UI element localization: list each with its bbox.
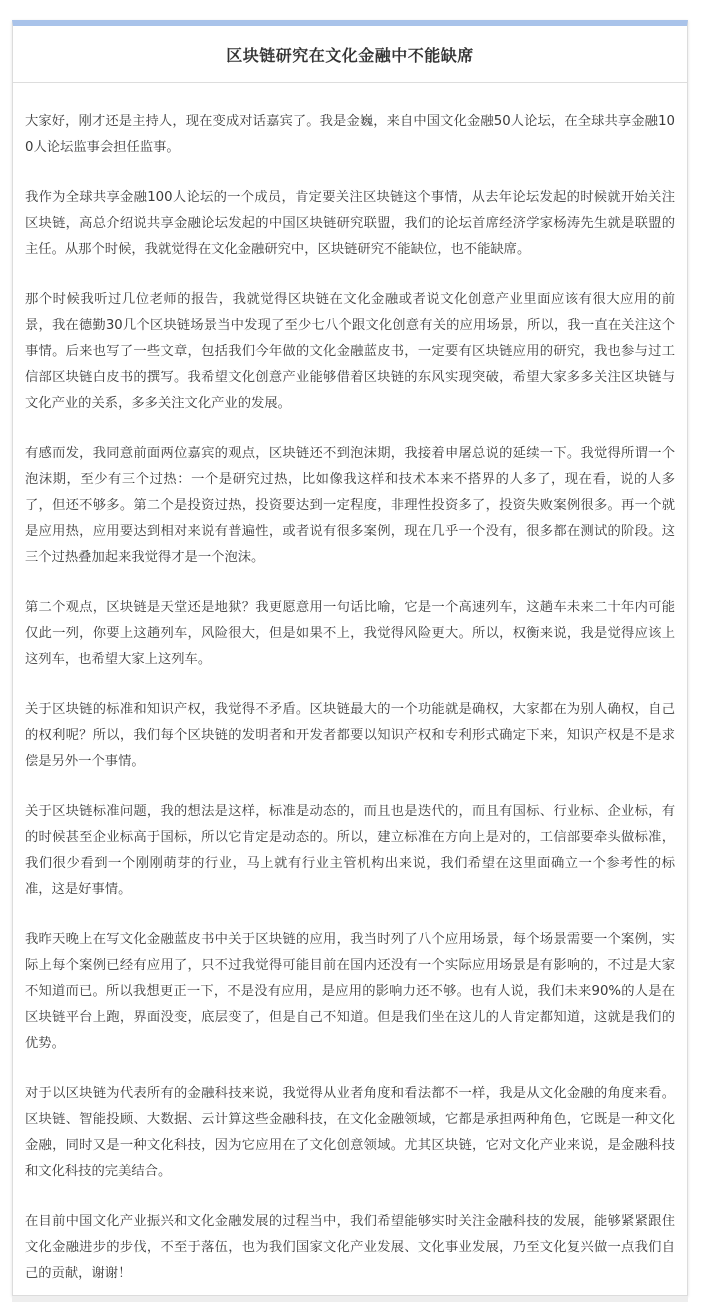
paragraph-2: 我作为全球共享金融100人论坛的一个成员，肯定要关注区块链这个事情，从去年论坛发起的时候就开始关注区块链，高总介绍说共享金融论坛发起的中国区块链研究联盟，我们的论坛首席经济学家杨涛先生就是联盟的主任。从那个时候，我就觉得在文化金融研究中，区块链研究不能缺位，也不能缺席。 [25, 190, 675, 257]
card-bottom-shadow [12, 1296, 688, 1302]
paragraph-10: 在目前中国文化产业振兴和文化金融发展的过程当中，我们希望能够实时关注金融科技的发展，能够紧紧跟住文化金融进步的步伐，不至于落伍，也为我们国家文化产业发展、文化事业发展，乃至文化复兴做一点我们自己的贡献，谢谢！ [25, 1214, 675, 1281]
title-bar [13, 26, 687, 83]
paragraph-8: 我昨天晚上在写文化金融蓝皮书中关于区块链的应用，我当时列了八个应用场景，每个场景需要一个案例，实际上每个案例已经有应用了，只不过我觉得可能目前在国内还没有一个实际应用场景是有影响的，不过是大家不知道而已。所以我想更正一下，不是没有应用，是应用的影响力还不够。也有人说，我们未来90%的人是在区块链平台上跑，界面没变，底层变了，但是自己不知道。但是我们坐在这儿的人肯定都知道，这就是我们的优势。 [25, 932, 675, 1051]
article-body [13, 83, 687, 1287]
paragraph-6: 关于区块链的标准和知识产权，我觉得不矛盾。区块链最大的一个功能就是确权，大家都在为别人确权，自己的权利呢？所以，我们每个区块链的发明者和开发者都要以知识产权和专利形式确定下来，知识产权是不是求偿是另外一个事情。 [25, 702, 675, 769]
paragraph-5: 第二个观点，区块链是天堂还是地狱？我更愿意用一句话比喻，它是一个高速列车，这趟车未来二十年内可能仅此一列，你要上这趟列车，风险很大，但是如果不上，我觉得风险更大。所以，权衡来说，我是觉得应该上这列车，也希望大家上这列车。 [25, 600, 675, 667]
paragraph-1: 大家好，刚才还是主持人，现在变成对话嘉宾了。我是金巍，来自中国文化金融50人论坛，在全球共享金融100人论坛监事会担任监事。 [25, 114, 675, 155]
paragraph-7: 关于区块链标准问题，我的想法是这样，标准是动态的，而且也是迭代的，而且有国标、行业标、企业标，有的时候甚至企业标高于国标，所以它肯定是动态的。所以，建立标准在方向上是对的，工信部要牵头做标准，我们很少看到一个刚刚萌芽的行业，马上就有行业主管机构出来说，我们希望在这里面确立一个参考性的标准，这是好事情。 [25, 804, 675, 897]
paragraph-3: 那个时候我听过几位老师的报告，我就觉得区块链在文化金融或者说文化创意产业里面应该有很大应用的前景，我在德勤30几个区块链场景当中发现了至少七八个跟文化创意有关的应用场景，所以，我一直在关注这个事情。后来也写了一些文章，包括我们今年做的文化金融蓝皮书，一定要有区块链应用的研究，我也参与过工信部区块链白皮书的撰写。我希望文化创意产业能够借着区块链的东风实现突破，希望大家多多关注区块链与文化产业的关系，多多关注文化产业的发展。 [25, 292, 675, 411]
article-title: 区块链研究在文化金融中不能缺席 [226, 45, 474, 65]
article-card [12, 20, 688, 1296]
paragraph-4: 有感而发，我同意前面两位嘉宾的观点，区块链还不到泡沫期，我接着申屠总说的延续一下。我觉得所谓一个泡沫期，至少有三个过热：一个是研究过热，比如像我这样和技术本来不搭界的人多了，现在看，说的人多了，但还不够多。第二个是投资过热，投资要达到一定程度，非理性投资多了，投资失败案例很多。再一个就是应用热，应用要达到相对来说有普遍性，或者说有很多案例，现在几乎一个没有，很多都在测试的阶段。这三个过热叠加起来我觉得才是一个泡沫。 [25, 446, 675, 565]
paragraph-9: 对于以区块链为代表所有的金融科技来说，我觉得从业者角度和看法都不一样，我是从文化金融的角度来看。区块链、智能投顾、大数据、云计算这些金融科技，在文化金融领域，它都是承担两种角色，它既是一种文化金融，同时又是一种文化科技，因为它应用在了文化创意领域。尤其区块链，它对文化产业来说，是金融科技和文化科技的完美结合。 [25, 1086, 675, 1179]
